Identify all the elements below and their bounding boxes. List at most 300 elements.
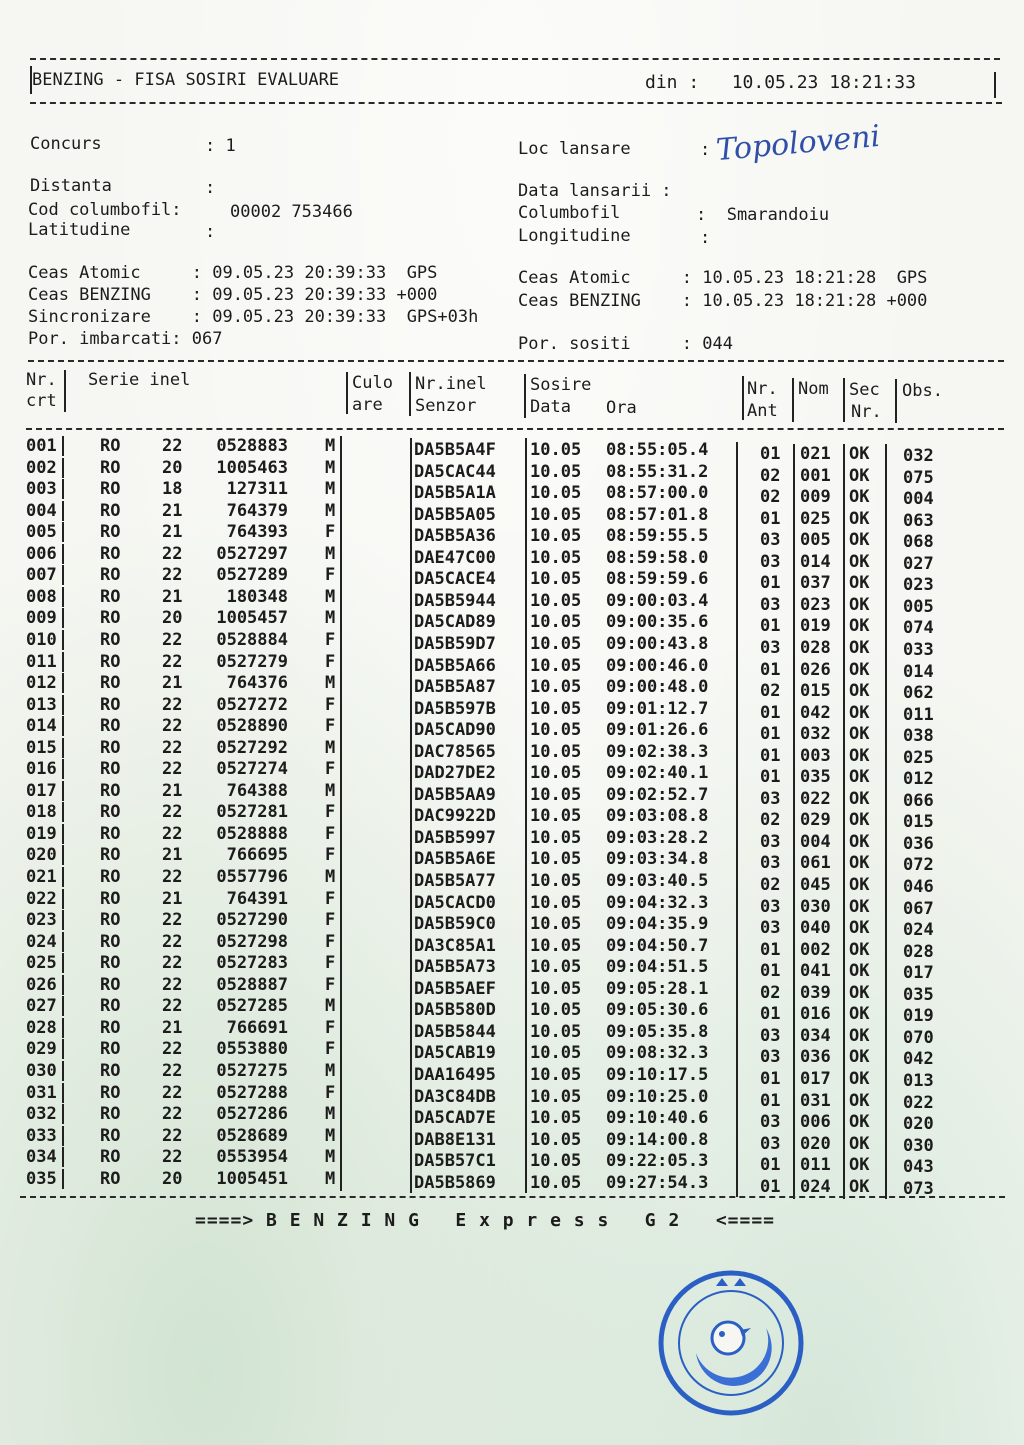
- row-number: 028: [26, 1017, 57, 1038]
- prev-nr: 02: [760, 487, 781, 508]
- column-separator: [340, 436, 342, 458]
- ring-number: 764379: [226, 500, 288, 521]
- nominated: 016: [800, 1004, 831, 1025]
- arrival-time: 08:55:31.2: [606, 461, 709, 482]
- prev-nr: 03: [760, 637, 781, 658]
- arrival-date: 10.05: [530, 892, 582, 913]
- table-row: [0, 931, 1024, 962]
- column-separator: [62, 1147, 64, 1167]
- ring-year: 22: [162, 759, 183, 780]
- sec-status: OK: [849, 530, 870, 551]
- obs-rank: 015: [903, 812, 934, 833]
- sec-status: OK: [849, 1155, 870, 1176]
- sensor-ring: DA3C84DB: [414, 1086, 496, 1107]
- sec-status: OK: [849, 1068, 870, 1089]
- prev-nr: 01: [760, 444, 781, 464]
- print-datetime: [645, 72, 916, 93]
- column-separator: [62, 522, 64, 542]
- row-number: 015: [26, 737, 57, 758]
- table-row: [0, 1017, 1024, 1048]
- data-lansarii-label: Data lansarii :: [518, 181, 672, 201]
- ring-number: 0527283: [216, 953, 288, 974]
- clock-right-atomic: Ceas Atomic : 10.05.23 18:21:28 GPS: [518, 268, 928, 288]
- nominated: 001: [800, 465, 831, 486]
- table-row: [0, 1039, 1024, 1070]
- sensor-ring: DA5B5AA9: [414, 784, 496, 805]
- sex: M: [325, 1104, 336, 1125]
- ring-year: 21: [162, 845, 183, 866]
- sec-status: OK: [849, 487, 870, 508]
- arrival-time: 09:03:28.2: [606, 827, 709, 848]
- th-divider: [409, 372, 411, 416]
- sec-status: OK: [849, 637, 870, 658]
- obs-rank: 074: [903, 618, 934, 639]
- table-row: [0, 522, 1024, 553]
- ring-year: 22: [162, 953, 183, 974]
- nominated: 002: [800, 939, 831, 960]
- ring-year: 21: [162, 673, 183, 694]
- ring-number: 766691: [226, 1017, 288, 1038]
- sensor-ring: DA5B57C1: [414, 1151, 496, 1172]
- loc-lansare-colon: :: [700, 140, 711, 160]
- row-number: 009: [26, 608, 57, 629]
- ring-country: RO: [100, 716, 121, 737]
- prev-nr: 01: [760, 1176, 781, 1197]
- ring-year: 18: [162, 479, 183, 500]
- sec-status: OK: [849, 1176, 870, 1197]
- column-separator: [340, 1147, 342, 1169]
- column-separator: [62, 1083, 64, 1103]
- column-separator: [62, 867, 64, 887]
- arrival-date: 10.05: [530, 612, 582, 633]
- ring-number: 766695: [226, 845, 288, 866]
- sex: M: [325, 543, 336, 564]
- column-separator: [62, 932, 64, 952]
- row-number: 020: [26, 845, 57, 866]
- th-are: are: [352, 395, 383, 415]
- column-separator: [62, 1126, 64, 1146]
- row-number: 034: [26, 1147, 57, 1168]
- clock-left-sync: Sincronizare : 09.05.23 20:39:33 GPS+03h: [28, 307, 479, 327]
- column-separator: [340, 953, 342, 975]
- nominated: 032: [800, 724, 831, 745]
- sec-status: OK: [849, 444, 870, 464]
- th-nr: Nr.: [26, 370, 57, 390]
- ring-year: 22: [162, 543, 183, 564]
- obs-rank: 025: [903, 747, 934, 768]
- obs-rank: 023: [903, 575, 934, 596]
- column-separator: [340, 501, 342, 523]
- sensor-ring: DA5B5A73: [414, 957, 496, 978]
- ring-number: 0527289: [216, 565, 288, 586]
- sex: F: [325, 565, 336, 586]
- concurs-value: : 1: [205, 136, 236, 156]
- latitudine-colon: :: [205, 222, 216, 242]
- row-number: 016: [26, 759, 57, 780]
- table-row: [0, 500, 1024, 531]
- nominated: 021: [800, 444, 831, 464]
- ring-country: RO: [100, 996, 121, 1017]
- ring-number: 0527292: [216, 737, 288, 758]
- sec-status: OK: [849, 875, 870, 895]
- column-separator: [62, 587, 64, 607]
- row-number: 002: [26, 457, 57, 478]
- nominated: 022: [800, 788, 831, 809]
- arrival-date: 10.05: [530, 461, 582, 482]
- table-row: [0, 651, 1024, 682]
- arrival-time: 09:10:17.5: [606, 1064, 709, 1085]
- ring-country: RO: [100, 931, 121, 952]
- nominated: 006: [800, 1112, 831, 1133]
- column-separator: [340, 1083, 342, 1105]
- obs-rank: 024: [903, 920, 934, 941]
- ring-year: 22: [162, 910, 183, 931]
- obs-rank: 067: [903, 898, 934, 919]
- ring-country: RO: [100, 1060, 121, 1081]
- th-divider: [64, 370, 66, 412]
- table-row: [0, 457, 1024, 488]
- ring-country: RO: [100, 737, 121, 758]
- th-divider: [346, 372, 348, 414]
- ring-year: 22: [162, 802, 183, 823]
- table-row: [0, 1168, 1024, 1199]
- table-row: [0, 974, 1024, 1005]
- din-label: din :: [645, 72, 700, 93]
- ring-year: 22: [162, 867, 183, 887]
- prev-nr: 01: [760, 939, 781, 960]
- column-separator: [340, 802, 342, 824]
- column-separator: [62, 738, 64, 758]
- row-number: 029: [26, 1039, 57, 1060]
- ring-number: 1005451: [216, 1168, 288, 1189]
- info-dashed-line: [28, 360, 1004, 362]
- sec-status: OK: [849, 788, 870, 809]
- table-row: [0, 845, 1024, 876]
- column-separator: [340, 910, 342, 932]
- arrival-date: 10.05: [530, 1064, 582, 1085]
- row-number: 027: [26, 996, 57, 1017]
- row-number: 021: [26, 867, 57, 887]
- column-separator: [62, 608, 64, 628]
- prev-nr: 03: [760, 1112, 781, 1133]
- sensor-ring: DA5B5A66: [414, 655, 496, 676]
- footer-brand: ====> B E N Z I N G E x p r e s s G 2 <====: [195, 1210, 776, 1231]
- prev-nr: 03: [760, 788, 781, 809]
- column-separator: [62, 845, 64, 865]
- obs-rank: 004: [903, 489, 934, 510]
- ring-country: RO: [100, 629, 121, 650]
- th-obs: Obs.: [902, 381, 943, 401]
- sec-status: OK: [849, 767, 870, 788]
- obs-rank: 042: [903, 1049, 934, 1070]
- sensor-ring: DA5B5A1A: [414, 483, 496, 504]
- ring-number: 0527279: [216, 651, 288, 672]
- obs-rank: 022: [903, 1092, 934, 1113]
- column-separator: [340, 673, 342, 695]
- sex: F: [325, 759, 336, 780]
- prev-nr: 03: [760, 1047, 781, 1068]
- distanta-label: Distanta: [30, 176, 112, 196]
- columbofil-label: Columbofil: [518, 203, 621, 223]
- column-separator: [340, 652, 342, 674]
- prev-nr: 03: [760, 551, 781, 572]
- ring-country: RO: [100, 867, 121, 887]
- sensor-ring: DAC9922D: [414, 806, 496, 827]
- column-separator: [340, 630, 342, 652]
- obs-rank: 033: [903, 639, 934, 660]
- arrival-time: 09:14:00.8: [606, 1129, 709, 1150]
- column-separator: [340, 587, 342, 609]
- ring-number: 764388: [226, 780, 288, 801]
- column-separator: [340, 867, 342, 889]
- loc-lansare-handwritten: Topoloveni: [714, 118, 882, 169]
- arrival-date: 10.05: [530, 655, 582, 676]
- nominated: 024: [800, 1176, 831, 1197]
- obs-rank: 019: [903, 1006, 934, 1027]
- row-number: 022: [26, 888, 57, 909]
- ring-year: 22: [162, 651, 183, 672]
- column-separator: [340, 932, 342, 954]
- obs-rank: 013: [903, 1070, 934, 1091]
- ring-country: RO: [100, 694, 121, 715]
- sex: M: [325, 436, 336, 456]
- arrival-date: 10.05: [530, 849, 582, 870]
- table-row: [0, 1082, 1024, 1113]
- ring-country: RO: [100, 1082, 121, 1103]
- ring-country: RO: [100, 1125, 121, 1146]
- longitudine-colon: :: [700, 228, 711, 248]
- sensor-ring: DA5B5944: [414, 590, 496, 611]
- loc-lansare-label: Loc lansare: [518, 139, 631, 159]
- ring-number: 0527272: [216, 694, 288, 715]
- arrival-time: 09:04:50.7: [606, 935, 709, 956]
- row-number: 012: [26, 673, 57, 694]
- ring-year: 22: [162, 716, 183, 737]
- prev-nr: 03: [760, 896, 781, 917]
- row-number: 031: [26, 1082, 57, 1103]
- sex: M: [325, 867, 336, 887]
- th-divider: [742, 376, 744, 420]
- row-number: 003: [26, 479, 57, 500]
- sensor-ring: DA5B5844: [414, 1021, 496, 1042]
- arrival-date: 10.05: [530, 784, 582, 805]
- sex: M: [325, 1168, 336, 1189]
- sec-status: OK: [849, 1133, 870, 1154]
- th-data: Data: [530, 397, 571, 417]
- th-nr-ant-top: Nr.: [747, 379, 778, 399]
- table-row: [0, 780, 1024, 811]
- th-ant: Ant: [747, 401, 778, 421]
- prev-nr: 01: [760, 1068, 781, 1089]
- prev-nr: 01: [760, 1090, 781, 1111]
- nominated: 014: [800, 551, 831, 572]
- th-divider: [524, 374, 526, 418]
- table-row: [0, 759, 1024, 790]
- column-separator: [340, 759, 342, 781]
- arrival-date: 10.05: [530, 633, 582, 654]
- obs-rank: 017: [903, 963, 934, 984]
- ring-year: 20: [162, 608, 183, 629]
- th-divider: [792, 378, 794, 422]
- column-separator: [340, 738, 342, 760]
- nominated: 034: [800, 1025, 831, 1046]
- column-separator: [340, 1104, 342, 1126]
- sensor-ring: DA5B5A05: [414, 504, 496, 525]
- sensor-ring: DA5CACE4: [414, 569, 496, 590]
- arrival-date: 10.05: [530, 1129, 582, 1150]
- sec-status: OK: [849, 659, 870, 680]
- table-row: [0, 586, 1024, 617]
- ring-number: 0553954: [216, 1147, 288, 1168]
- table-row: [0, 479, 1024, 510]
- sec-status: OK: [849, 616, 870, 637]
- ring-year: 21: [162, 1017, 183, 1038]
- obs-rank: 073: [903, 1178, 934, 1199]
- prev-nr: 03: [760, 831, 781, 852]
- column-separator: [62, 716, 64, 736]
- sex: M: [325, 780, 336, 801]
- ring-number: 0528883: [216, 436, 288, 456]
- arrival-date: 10.05: [530, 1021, 582, 1042]
- nominated: 028: [800, 637, 831, 658]
- arrival-date: 10.05: [530, 1086, 582, 1107]
- sex: F: [325, 651, 336, 672]
- arrival-time: 09:00:46.0: [606, 655, 709, 676]
- table-row: [0, 1147, 1024, 1178]
- ring-year: 22: [162, 823, 183, 844]
- sec-status: OK: [849, 508, 870, 529]
- arrival-date: 10.05: [530, 978, 582, 999]
- prev-nr: 03: [760, 1133, 781, 1154]
- sex: F: [325, 716, 336, 737]
- sex: M: [325, 608, 336, 629]
- sec-status: OK: [849, 1004, 870, 1025]
- ring-number: 0527297: [216, 543, 288, 564]
- sensor-ring: DA5B5A87: [414, 677, 496, 698]
- sensor-ring: DA5B5A77: [414, 871, 496, 891]
- ring-number: 0527298: [216, 931, 288, 952]
- arrival-time: 09:02:52.7: [606, 784, 709, 805]
- obs-rank: 063: [903, 510, 934, 531]
- column-separator: [62, 1039, 64, 1059]
- row-number: 032: [26, 1104, 57, 1125]
- prev-nr: 01: [760, 724, 781, 745]
- table-row: [0, 910, 1024, 941]
- row-number: 025: [26, 953, 57, 974]
- column-separator: [525, 1171, 527, 1193]
- sensor-ring: DA5B5997: [414, 827, 496, 848]
- sec-status: OK: [849, 896, 870, 917]
- arrival-time: 09:03:40.5: [606, 871, 709, 891]
- latitudine-label: Latitudine: [28, 220, 131, 240]
- column-separator: [62, 889, 64, 909]
- arrival-date: 10.05: [530, 547, 582, 568]
- clock-right-benzing: Ceas BENZING : 10.05.23 18:21:28 +000: [518, 291, 928, 311]
- table-row: [0, 629, 1024, 660]
- nominated: 041: [800, 961, 831, 982]
- sec-status: OK: [849, 918, 870, 939]
- sex: M: [325, 1125, 336, 1146]
- ring-number: 0527275: [216, 1060, 288, 1081]
- sec-status: OK: [849, 745, 870, 766]
- table-row: [0, 823, 1024, 854]
- ring-number: 764393: [226, 522, 288, 543]
- column-separator: [62, 695, 64, 715]
- arrival-time: 09:27:54.3: [606, 1172, 709, 1193]
- ring-country: RO: [100, 479, 121, 500]
- ring-number: 0527286: [216, 1104, 288, 1125]
- ring-country: RO: [100, 888, 121, 909]
- ring-number: 127311: [226, 479, 288, 500]
- sensor-ring: DA5CAD7E: [414, 1108, 496, 1129]
- concurs-label: Concurs: [30, 134, 102, 154]
- column-separator: [340, 458, 342, 480]
- ring-number: 764391: [226, 888, 288, 909]
- row-number: 001: [26, 436, 57, 456]
- prev-nr: 02: [760, 982, 781, 1003]
- din-value: 10.05.23 18:21:33: [731, 72, 916, 93]
- birds-embarked: Por. imbarcati: 067: [28, 329, 223, 349]
- th-sosire: Sosire: [530, 375, 592, 395]
- arrival-date: 10.05: [530, 1172, 582, 1193]
- row-number: 006: [26, 543, 57, 564]
- ring-year: 22: [162, 1104, 183, 1125]
- column-separator: [340, 544, 342, 566]
- arrival-date: 10.05: [530, 1043, 582, 1064]
- sec-status: OK: [849, 961, 870, 982]
- column-separator: [340, 975, 342, 997]
- obs-rank: 005: [903, 596, 934, 617]
- nominated: 042: [800, 702, 831, 723]
- table-row: [0, 1060, 1024, 1091]
- column-separator: [62, 910, 64, 930]
- ring-country: RO: [100, 543, 121, 564]
- table-row: [0, 737, 1024, 768]
- ring-country: RO: [100, 1147, 121, 1168]
- arrival-time: 08:57:01.8: [606, 504, 709, 525]
- th-divider: [843, 378, 845, 422]
- obs-rank: 068: [903, 532, 934, 553]
- th-culo: Culo: [352, 373, 393, 393]
- arrival-date: 10.05: [530, 1151, 582, 1172]
- th-divider: [895, 379, 897, 423]
- obs-rank: 014: [903, 661, 934, 682]
- arrival-date: 10.05: [530, 483, 582, 504]
- arrival-date: 10.05: [530, 763, 582, 784]
- sex: M: [325, 1147, 336, 1168]
- column-separator: [340, 565, 342, 587]
- columbofil-value: : Smarandoiu: [696, 205, 830, 225]
- header-dashed-line: [30, 102, 1002, 104]
- arrival-time: 09:05:28.1: [606, 978, 709, 999]
- prev-nr: 03: [760, 1025, 781, 1046]
- nominated: 003: [800, 745, 831, 766]
- column-separator: [340, 716, 342, 738]
- row-number: 030: [26, 1060, 57, 1081]
- ring-year: 20: [162, 457, 183, 478]
- ring-number: 0527288: [216, 1082, 288, 1103]
- sensor-ring: DA5B5A36: [414, 526, 496, 547]
- prev-nr: 03: [760, 853, 781, 874]
- ring-year: 22: [162, 737, 183, 758]
- bottom-dashed-line: [20, 1196, 1005, 1198]
- cod-columbofil-label: Cod columbofil:: [28, 200, 182, 220]
- table-row: [0, 608, 1024, 639]
- column-separator: [736, 1175, 738, 1197]
- arrival-time: 08:59:59.6: [606, 569, 709, 590]
- sensor-ring: DA5B5A4F: [414, 440, 496, 460]
- th-serie-inel: Serie inel: [88, 370, 191, 390]
